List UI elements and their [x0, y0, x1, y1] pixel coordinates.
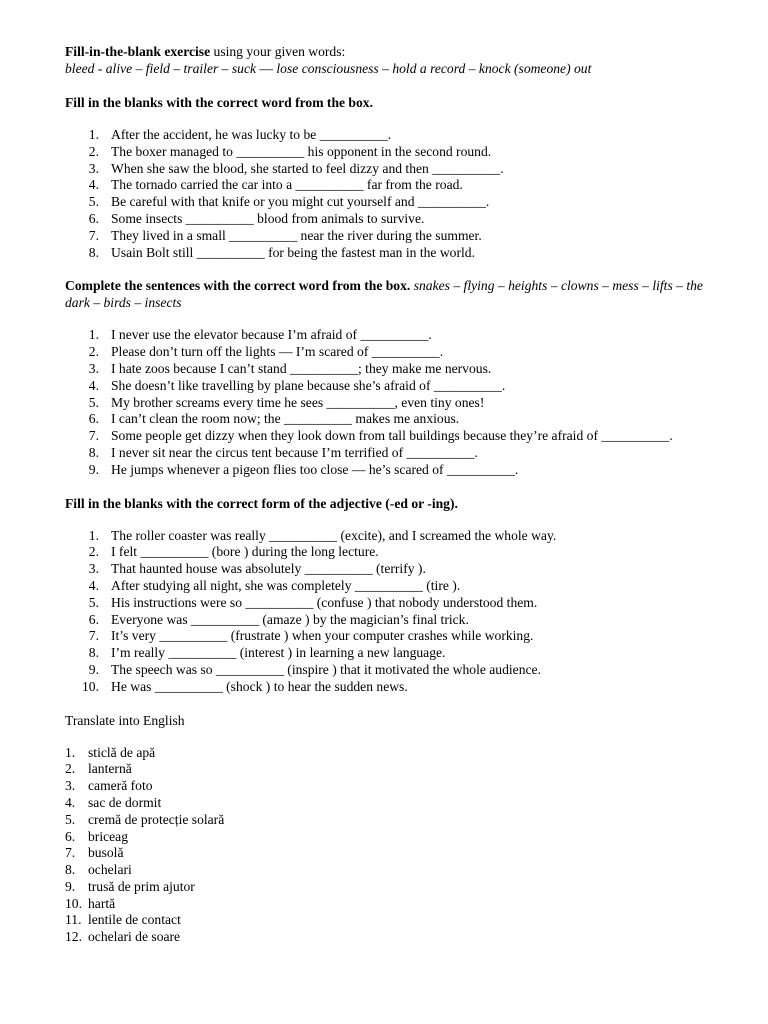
list-item: [65, 428, 725, 445]
item-text: His instructions were so __________ (confuse ) that nobody understood them.: [111, 594, 538, 610]
item-number: 4.: [88, 177, 99, 193]
item-text: I’m really __________ (interest ) in learning a new language.: [111, 645, 446, 661]
item-number: 4.: [88, 577, 99, 593]
item-number: 8.: [88, 645, 99, 661]
item-number: 2.: [65, 761, 76, 777]
item-number: 7.: [88, 628, 99, 644]
list-item: [65, 561, 725, 578]
item-text: I hate zoos because I can’t stand __________; they make me nervous.: [111, 360, 492, 376]
item-number: 7.: [88, 428, 99, 444]
intro-title-bold: Fill-in-the-blank exercise: [65, 44, 211, 59]
section1-heading-text: Fill in the blanks with the correct word from the box.: [65, 95, 373, 110]
item-text: sticlă de apă: [88, 744, 156, 760]
list-item: [65, 395, 725, 412]
item-number: 2.: [88, 344, 99, 360]
item-text: Please don’t turn off the lights — I’m scared of __________.: [111, 344, 444, 360]
item-number: 6.: [88, 611, 99, 627]
list-item: [65, 778, 725, 795]
item-number: 10.: [65, 895, 82, 911]
item-text: I can’t clean the room now; the __________ makes me anxious.: [111, 411, 460, 427]
list-item: [65, 462, 725, 479]
list-item: [65, 929, 725, 946]
item-text: cremă de protecție solară: [88, 811, 225, 827]
item-number: 9.: [88, 461, 99, 477]
section1-list: [65, 127, 725, 261]
section2-word-list: snakes – flying – heights – clowns – mess – lifts – the dark – birds – insects: [65, 278, 703, 311]
list-item: [65, 829, 725, 846]
intro-word-list-text: bleed - alive – field – trailer – suck –– lose consciousness – hold a record – knock (someone) out: [65, 61, 592, 76]
list-item: [65, 528, 725, 545]
item-number: 5.: [88, 594, 99, 610]
item-number: 5.: [88, 394, 99, 410]
item-text: lanternă: [88, 761, 132, 777]
list-item: [65, 862, 725, 879]
item-text: I felt __________ (bore ) during the long lecture.: [111, 544, 379, 560]
item-number: 5.: [65, 811, 76, 827]
item-text: He was __________ (shock ) to hear the sudden news.: [111, 678, 408, 694]
item-number: 3.: [88, 561, 99, 577]
list-item: [65, 161, 725, 178]
list-item: [65, 595, 725, 612]
section2-heading: [65, 277, 725, 311]
item-number: 2.: [88, 544, 99, 560]
section2-heading-text: Complete the sentences with the correct word from the box.: [65, 278, 411, 294]
intro-title-rest: using your given words:: [210, 44, 346, 59]
list-item: [65, 378, 725, 395]
item-text: I never sit near the circus tent because I’m terrified of __________.: [111, 444, 478, 460]
list-item: [65, 411, 725, 428]
item-number: 6.: [88, 210, 99, 226]
item-text: trusă de prim ajutor: [88, 878, 195, 894]
list-item: [65, 628, 725, 645]
item-number: 11.: [65, 912, 82, 928]
list-item: [65, 761, 725, 778]
list-item: [65, 645, 725, 662]
item-text: She doesn’t like travelling by plane because she’s afraid of __________.: [111, 377, 506, 393]
list-item: [65, 612, 725, 629]
item-text: He jumps whenever a pigeon flies too close — he’s scared of __________.: [111, 461, 519, 477]
item-number: 2.: [88, 143, 99, 159]
item-text: ochelari de soare: [88, 929, 181, 945]
intro-title: [65, 43, 725, 60]
item-text: Everyone was __________ (amaze ) by the magician’s final trick.: [111, 611, 469, 627]
section1-heading: [65, 94, 725, 111]
list-item: [65, 845, 725, 862]
item-number: 8.: [88, 444, 99, 460]
item-text: cameră foto: [88, 778, 153, 794]
item-text: They lived in a small __________ near the river during the summer.: [111, 227, 482, 243]
item-text: ochelari: [88, 862, 132, 878]
item-text: lentile de contact: [88, 912, 181, 928]
item-number: 7.: [88, 227, 99, 243]
list-item: [65, 896, 725, 913]
list-item: [65, 679, 725, 696]
section3-heading-text: Fill in the blanks with the correct form of the adjective (-ed or -ing).: [65, 495, 458, 511]
item-text: hartă: [88, 895, 116, 911]
list-item: [65, 662, 725, 679]
item-number: 7.: [65, 845, 76, 861]
list-item: [65, 245, 725, 262]
item-text: It’s very __________ (frustrate ) when your computer crashes while working.: [111, 628, 534, 644]
list-item: [65, 127, 725, 144]
section4-heading: Translate into English: [65, 712, 185, 728]
item-text: After studying all night, she was completely __________ (tire ).: [111, 577, 461, 593]
worksheet-page: [65, 43, 725, 946]
item-text: Usain Bolt still __________ for being the fastest man in the world.: [111, 244, 475, 260]
list-item: [65, 544, 725, 561]
item-text: That haunted house was absolutely __________ (terrify ).: [111, 561, 426, 577]
item-text: The speech was so __________ (inspire ) that it motivated the whole audience.: [111, 661, 541, 677]
item-text: The tornado carried the car into a __________ far from the road.: [111, 177, 463, 193]
item-text: Be careful with that knife or you might cut yourself and __________.: [111, 194, 490, 210]
item-text: Some insects __________ blood from animals to survive.: [111, 210, 425, 226]
section2-list: [65, 327, 725, 478]
item-number: 9.: [88, 661, 99, 677]
section4-list: [65, 745, 725, 947]
item-text: Some people get dizzy when they look down from tall buildings because they’re afraid of __________.: [111, 428, 673, 444]
item-number: 3.: [88, 160, 99, 176]
list-item: [65, 912, 725, 929]
item-text: sac de dormit: [88, 794, 162, 810]
item-text: After the accident, he was lucky to be __________.: [111, 127, 392, 142]
list-item: [65, 144, 725, 161]
list-item: [65, 812, 725, 829]
list-item: [65, 228, 725, 245]
section3-list: [65, 528, 725, 696]
list-item: [65, 344, 725, 361]
item-number: 4.: [65, 794, 76, 810]
item-number: 8.: [65, 862, 76, 878]
item-number: 5.: [88, 194, 99, 210]
item-number: 6.: [65, 828, 76, 844]
intro-word-list: [65, 60, 725, 77]
item-number: 1.: [65, 744, 76, 760]
list-item: [65, 445, 725, 462]
list-item: [65, 578, 725, 595]
item-text: busolă: [88, 845, 124, 861]
item-text: briceag: [88, 828, 128, 844]
list-item: [65, 177, 725, 194]
list-item: [65, 194, 725, 211]
list-item: [65, 361, 725, 378]
item-text: When she saw the blood, she started to feel dizzy and then __________.: [111, 160, 504, 176]
item-number: 8.: [88, 244, 99, 260]
item-number: 9.: [65, 878, 76, 894]
item-text: The roller coaster was really __________ (excite), and I screamed the whole way.: [111, 527, 557, 543]
item-number: 4.: [88, 377, 99, 393]
list-item: [65, 745, 725, 762]
item-number: 3.: [65, 778, 76, 794]
item-number: 12.: [65, 929, 82, 945]
item-number: 1.: [88, 127, 99, 142]
item-text: My brother screams every time he sees __________, even tiny ones!: [111, 394, 485, 410]
list-item: [65, 327, 725, 344]
section3-heading: [65, 495, 725, 512]
item-number: 1.: [88, 327, 99, 343]
list-item: [65, 795, 725, 812]
list-item: [65, 879, 725, 896]
item-number: 6.: [88, 411, 99, 427]
list-item: [65, 211, 725, 228]
item-number: 3.: [88, 360, 99, 376]
item-number: 10.: [82, 678, 99, 694]
item-text: The boxer managed to __________ his opponent in the second round.: [111, 143, 492, 159]
item-text: I never use the elevator because I’m afraid of __________.: [111, 327, 432, 343]
item-number: 1.: [88, 527, 99, 543]
